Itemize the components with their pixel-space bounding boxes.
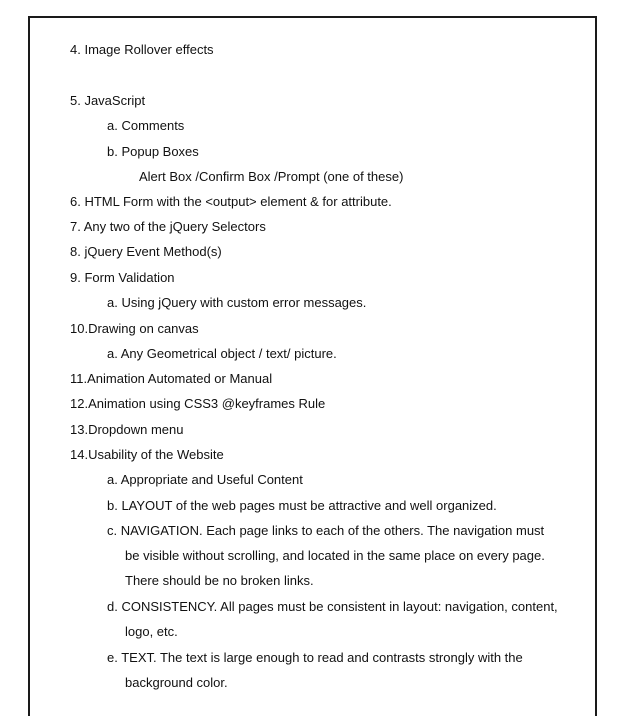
item-10a: a. Any Geometrical object / text/ picture. [107,346,337,361]
item-12: 12.Animation using CSS3 @keyframes Rule [70,396,326,411]
item-13: 13.Dropdown menu [70,422,184,437]
item-7: 7. Any two of the jQuery Selectors [70,219,266,234]
item-14d-line2: logo, etc. [125,624,178,639]
item-5b-detail: Alert Box /Confirm Box /Prompt (one of these) [139,169,404,184]
item-9a: a. Using jQuery with custom error messages. [107,295,367,310]
item-14c-line3: There should be no broken links. [125,573,314,588]
item-6: 6. HTML Form with the <output> element & for attribute. [70,194,392,209]
item-14c-line1: c. NAVIGATION. Each page links to each of the others. The navigation must [107,523,545,538]
item-14b: b. LAYOUT of the web pages must be attractive and well organized. [107,498,497,513]
item-14a: a. Appropriate and Useful Content [107,472,303,487]
item-14c-line2: be visible without scrolling, and located in the same place on every page. [125,548,545,563]
item-14d-line1: d. CONSISTENCY. All pages must be consistent in layout: navigation, content, [107,599,558,614]
item-4: 4. Image Rollover effects [70,42,214,57]
item-14: 14.Usability of the Website [70,447,224,462]
item-5: 5. JavaScript [70,93,146,108]
item-9: 9. Form Validation [70,270,175,285]
item-11: 11.Animation Automated or Manual [70,371,273,386]
item-5a: a. Comments [107,118,185,133]
item-10: 10.Drawing on canvas [70,321,199,336]
item-14e-line1: e. TEXT. The text is large enough to read and contrasts strongly with the [107,650,523,665]
item-5b: b. Popup Boxes [107,144,199,159]
item-8: 8. jQuery Event Method(s) [70,244,222,259]
item-14e-line2: background color. [125,675,228,690]
